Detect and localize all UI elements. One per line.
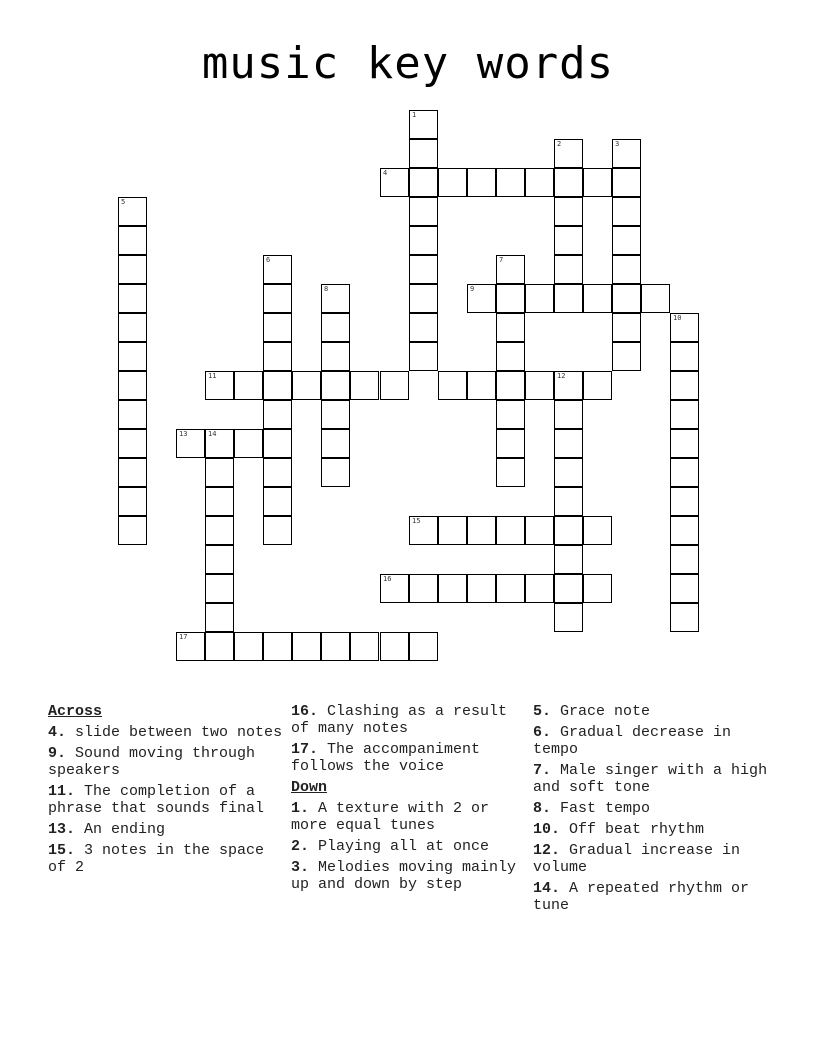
crossword-cell[interactable] (321, 400, 350, 429)
crossword-cell[interactable] (409, 342, 438, 371)
crossword-cell[interactable] (525, 574, 554, 603)
crossword-cell[interactable] (670, 487, 699, 516)
across-header: Across (48, 703, 103, 720)
crossword-cell[interactable] (118, 313, 147, 342)
crossword-cell[interactable] (205, 458, 234, 487)
crossword-cell[interactable] (409, 139, 438, 168)
clue-number: 12 (557, 372, 566, 380)
crossword-cell[interactable] (409, 516, 438, 545)
crossword-cell[interactable] (496, 400, 525, 429)
clue-column-2 (291, 703, 527, 897)
clue-down-12: 12. Gradual increase in volume (533, 842, 741, 876)
crossword-cell[interactable] (612, 313, 641, 342)
crossword-cell[interactable] (496, 458, 525, 487)
crossword-cell[interactable] (263, 371, 292, 400)
crossword-cell[interactable] (409, 632, 438, 661)
crossword-cell[interactable] (554, 255, 583, 284)
crossword-cell[interactable] (409, 110, 438, 139)
crossword-cell[interactable] (554, 168, 583, 197)
clue-down-1: 1. A texture with 2 or more equal tunes (291, 800, 490, 834)
crossword-cell[interactable] (263, 632, 292, 661)
crossword-cell[interactable] (496, 516, 525, 545)
clue-number: 4 (383, 169, 388, 177)
crossword-cell[interactable] (467, 574, 496, 603)
crossword-cell[interactable] (409, 168, 438, 197)
clue-across-13: 13. An ending (48, 821, 166, 838)
crossword-cell[interactable] (554, 400, 583, 429)
crossword-cell[interactable] (467, 284, 496, 313)
clue-across-11: 11. The completion of a phrase that sounds final (48, 783, 265, 817)
crossword-cell[interactable] (409, 313, 438, 342)
crossword-cell[interactable] (205, 371, 234, 400)
crossword-cell[interactable] (176, 632, 205, 661)
clue-column-1 (48, 703, 284, 880)
clue-number: 1 (412, 111, 417, 119)
crossword-cell[interactable] (350, 632, 379, 661)
clue-down-6: 6. Gradual decrease in tempo (533, 724, 732, 758)
crossword-cell[interactable] (176, 429, 205, 458)
crossword-cell[interactable] (496, 429, 525, 458)
crossword-cell[interactable] (583, 371, 612, 400)
crossword-cell[interactable] (496, 371, 525, 400)
crossword-cell[interactable] (467, 168, 496, 197)
crossword-cell[interactable] (263, 284, 292, 313)
crossword-cell[interactable] (350, 371, 379, 400)
clue-number: 15 (412, 517, 421, 525)
crossword-cell[interactable] (380, 632, 409, 661)
crossword-cell[interactable] (670, 371, 699, 400)
crossword-cell[interactable] (525, 371, 554, 400)
crossword-cell[interactable] (496, 255, 525, 284)
crossword-cell[interactable] (118, 371, 147, 400)
crossword-cell[interactable] (234, 371, 263, 400)
crossword-cell[interactable] (205, 516, 234, 545)
crossword-cell[interactable] (612, 197, 641, 226)
crossword-cell[interactable] (292, 371, 321, 400)
crossword-cell[interactable] (380, 371, 409, 400)
clue-number: 6 (266, 256, 271, 264)
crossword-cell[interactable] (525, 516, 554, 545)
clue-number: 14 (208, 430, 217, 438)
crossword-cell[interactable] (496, 574, 525, 603)
crossword-cell[interactable] (438, 168, 467, 197)
crossword-cell[interactable] (583, 516, 612, 545)
clue-across-9: 9. Sound moving through speakers (48, 745, 256, 779)
crossword-cell[interactable] (321, 429, 350, 458)
crossword-cell[interactable] (496, 342, 525, 371)
clue-across-17: 17. The accompaniment follows the voice (291, 741, 481, 775)
crossword-cell[interactable] (321, 458, 350, 487)
crossword-cell[interactable] (321, 342, 350, 371)
crossword-cell[interactable] (612, 342, 641, 371)
crossword-cell[interactable] (554, 226, 583, 255)
crossword-cell[interactable] (118, 226, 147, 255)
crossword-cell[interactable] (670, 429, 699, 458)
crossword-cell[interactable] (321, 313, 350, 342)
clue-number: 16 (383, 575, 392, 583)
crossword-cell[interactable] (321, 632, 350, 661)
crossword-cell[interactable] (467, 516, 496, 545)
crossword-cell[interactable] (321, 284, 350, 313)
clue-number: 9 (470, 285, 475, 293)
crossword-cell[interactable] (234, 429, 263, 458)
crossword-cell[interactable] (205, 545, 234, 574)
page-title: music key words (201, 38, 615, 89)
clue-number: 7 (499, 256, 504, 264)
down-header: Down (291, 779, 328, 796)
crossword-cell[interactable] (292, 632, 321, 661)
crossword-cell[interactable] (263, 458, 292, 487)
crossword-cell[interactable] (118, 342, 147, 371)
clue-down-14: 14. A repeated rhythm or tune (533, 880, 750, 914)
crossword-cell[interactable] (205, 632, 234, 661)
clue-down-5: 5. Grace note (533, 703, 651, 720)
crossword-cell[interactable] (118, 487, 147, 516)
crossword-cell[interactable] (670, 574, 699, 603)
clue-number: 8 (324, 285, 329, 293)
crossword-cell[interactable] (409, 197, 438, 226)
crossword-cell[interactable] (554, 458, 583, 487)
crossword-cell[interactable] (554, 516, 583, 545)
crossword-cell[interactable] (554, 429, 583, 458)
crossword-cell[interactable] (496, 168, 525, 197)
crossword-cell[interactable] (205, 574, 234, 603)
clue-across-15: 15. 3 notes in the space of 2 (48, 842, 265, 876)
crossword-cell[interactable] (525, 284, 554, 313)
crossword-cell[interactable] (205, 603, 234, 632)
crossword-cell[interactable] (554, 371, 583, 400)
crossword-cell[interactable] (670, 545, 699, 574)
crossword-cell[interactable] (263, 400, 292, 429)
crossword-cell[interactable] (554, 603, 583, 632)
crossword-cell[interactable] (467, 371, 496, 400)
crossword-cell[interactable] (670, 342, 699, 371)
crossword-cell[interactable] (205, 429, 234, 458)
crossword-cell[interactable] (612, 168, 641, 197)
clue-number: 17 (179, 633, 188, 641)
crossword-cell[interactable] (583, 574, 612, 603)
crossword-cell[interactable] (554, 284, 583, 313)
crossword-cell[interactable] (380, 574, 409, 603)
crossword-cell[interactable] (118, 516, 147, 545)
crossword-cell[interactable] (263, 255, 292, 284)
clue-down-3: 3. Melodies moving mainly up and down by step (291, 859, 517, 893)
crossword-cell[interactable] (380, 168, 409, 197)
crossword-cell[interactable] (554, 545, 583, 574)
crossword-cell[interactable] (612, 139, 641, 168)
clue-down-2: 2. Playing all at once (291, 838, 490, 855)
crossword-cell[interactable] (583, 168, 612, 197)
crossword-cell[interactable] (554, 487, 583, 516)
crossword-cell[interactable] (496, 284, 525, 313)
clue-number: 11 (208, 372, 217, 380)
crossword-cell[interactable] (670, 603, 699, 632)
crossword-cell[interactable] (670, 516, 699, 545)
crossword-cell[interactable] (670, 400, 699, 429)
crossword-cell[interactable] (641, 284, 670, 313)
crossword-cell[interactable] (409, 574, 438, 603)
crossword-cell[interactable] (263, 516, 292, 545)
crossword-cell[interactable] (554, 197, 583, 226)
clue-across-4: 4. slide between two notes (48, 724, 283, 741)
crossword-cell[interactable] (118, 429, 147, 458)
crossword-cell[interactable] (118, 400, 147, 429)
crossword-cell[interactable] (612, 255, 641, 284)
crossword-cell[interactable] (118, 284, 147, 313)
crossword-cell[interactable] (118, 458, 147, 487)
crossword-cell[interactable] (438, 574, 467, 603)
crossword-cell[interactable] (409, 255, 438, 284)
crossword-cell[interactable] (670, 313, 699, 342)
crossword-cell[interactable] (438, 516, 467, 545)
crossword-cell[interactable] (554, 574, 583, 603)
crossword-cell[interactable] (263, 313, 292, 342)
clue-number: 3 (615, 140, 620, 148)
crossword-cell[interactable] (263, 429, 292, 458)
crossword-cell[interactable] (612, 226, 641, 255)
clue-down-7: 7. Male singer with a high and soft tone (533, 762, 768, 796)
crossword-cell[interactable] (409, 226, 438, 255)
clue-across-16: 16. Clashing as a result of many notes (291, 703, 508, 737)
crossword-cell[interactable] (205, 487, 234, 516)
crossword-cell[interactable] (525, 168, 554, 197)
clue-number: 2 (557, 140, 562, 148)
crossword-cell[interactable] (409, 284, 438, 313)
crossword-cell[interactable] (263, 342, 292, 371)
clue-column-3 (533, 703, 773, 918)
clue-down-8: 8. Fast tempo (533, 800, 651, 817)
crossword-cell[interactable] (263, 487, 292, 516)
crossword-cell[interactable] (670, 458, 699, 487)
crossword-cell[interactable] (118, 255, 147, 284)
crossword-cell[interactable] (438, 371, 467, 400)
crossword-cell[interactable] (321, 371, 350, 400)
crossword-cell[interactable] (554, 139, 583, 168)
crossword-cell[interactable] (234, 632, 263, 661)
crossword-cell[interactable] (118, 197, 147, 226)
clue-number: 13 (179, 430, 188, 438)
clue-number: 5 (121, 198, 126, 206)
clue-number: 10 (673, 314, 682, 322)
crossword-cell[interactable] (496, 313, 525, 342)
crossword-cell[interactable] (612, 284, 641, 313)
crossword-cell[interactable] (583, 284, 612, 313)
clue-down-10: 10. Off beat rhythm (533, 821, 705, 838)
